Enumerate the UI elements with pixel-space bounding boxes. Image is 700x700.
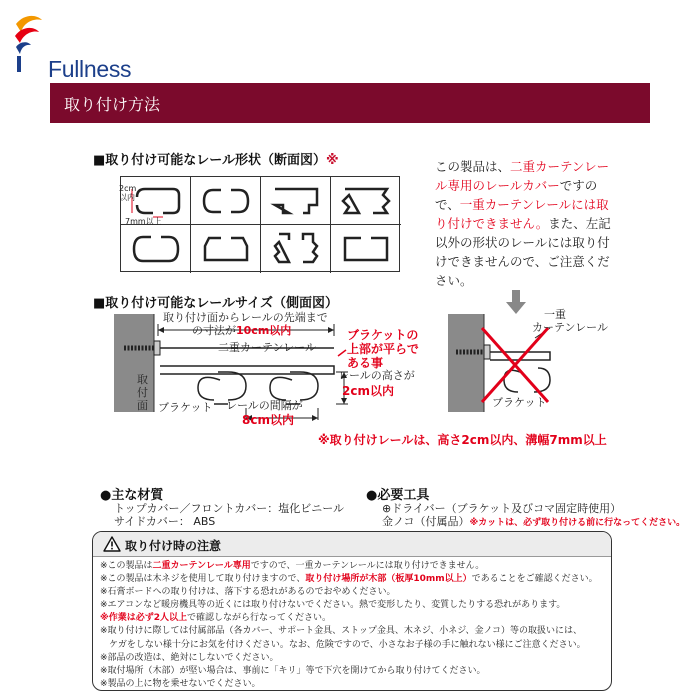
warning-triangle-icon [103,536,121,552]
caution-item-5: ※作業は必ず2人以上で確認しながら行なってください。 [100,613,332,624]
materials-title: ●主な材質 [100,488,164,503]
single-rail-label-1: 一重 [544,308,566,321]
rail-profile-6 [199,232,253,266]
rail-spacing-value: 8cm以内 [242,413,294,427]
bracket-flat-note-3: ある事 [347,356,384,370]
caution-box [92,531,612,691]
section-banner [50,83,650,123]
single-rail-label-2: カーテンレール [532,321,608,334]
tools-line-2: 金ノコ（付属品）※カットは、必ず取り付ける前に行なってください。 [382,515,686,528]
bracket-flat-note-1: ブラケットの [347,328,419,342]
caution-item-6: ※取り付けに際しては付属部品（各カバー、サポート金具、ストップ金具、木ネジ、小ネジ、金ノコ）等の取扱いには、 [100,626,583,637]
down-arrow-icon [506,290,526,314]
tools-title: ●必要工具 [366,488,430,503]
caution-item-8: ※部品の改造は、絶対にしないでください。 [100,652,279,663]
caution-item-3: ※石膏ボードへの取り付けは、落下する恐れがあるのでおやめください。 [100,587,396,598]
cross-mark-icon [482,328,548,402]
caution-item-4: ※エアコンなど暖房機具等の近くには取り付けないでください。熱で変形したり、変質したりする恐れがあります。 [100,600,566,611]
caution-list [100,560,605,691]
single-rail-notice: この製品は、二重カーテンレール専用のレールカバーですので、一重カーテンレールには取り付けできません。また、左記以外の形状のレールには取り付けできませんので、ご注意ください。 [435,159,611,288]
brand-name: Fullness [48,56,132,82]
rail-profile-8 [337,232,395,266]
brand-logo [10,10,150,82]
caution-item-9: ※取付場所（木部）が堅い場合は、事前に「キリ」等で下穴を開けてから取り付けてください。 [100,665,486,676]
caution-item-1: ※この製品は二重カーテンレール専用ですので、一重カーテンレールには取り付けできません。 [100,561,485,571]
caution-item-7: ケガをしない様十分にお気を付けください。なお、危険ですので、小さなお子様の手に触れない様にご注意ください。 [100,639,586,650]
caution-title: 取り付け時の注意 [125,539,222,553]
caution-header [93,532,611,557]
rail-shape-title: ■取り付け可能なレール形状（断面図）※ [93,153,339,168]
tip-dimension-label-2: の寸法が10cm以内 [192,324,292,337]
logo-flame-icon [10,10,50,76]
double-rail-label: 二重カーテンレール [218,341,316,354]
rail-profile-4 [337,183,395,219]
dim-height-label: 2cm以内 [119,184,137,202]
materials-line-2: サイドカバー： ABS [114,515,216,528]
rail-footnote: ※取り付けレールは、高さ2cm以内、溝幅7mm以上 [318,433,607,447]
materials-line-1: トップカバー／フロントカバー：塩化ビニール [114,502,345,515]
rail-spacing-label: レールの間隔が [226,399,303,412]
rail-height-value: 2cm以内 [342,384,394,398]
rail-profile-1 [129,183,183,219]
rail-shape-grid [120,176,400,272]
rail-size-title: ■取り付け可能なレールサイズ（側面図） [93,296,338,311]
wall-label: 取付面 [137,373,148,412]
caution-item-10: ※製品の上に物を乗せないでください。 [100,678,261,689]
bracket-flat-note-2: 上部が平らで [347,342,419,356]
rail-profile-3 [269,185,323,219]
bracket-label: ブラケット [158,401,213,414]
banner-title: 取り付け方法 [64,95,161,114]
tools-line-1: ⊕ドライバー（ブラケット及びコマ固定時使用） [382,502,622,515]
caution-item-2: ※この製品は木ネジを使用して取り付けますので、取り付け場所が木部（板厚10mm以上）であることをご確認ください。 [100,574,598,585]
rail-profile-2 [199,185,253,217]
rail-profile-5 [129,232,183,266]
tip-dimension-label-1: 取り付け面からレールの先端まで [163,311,328,324]
rail-profile-7 [269,230,323,268]
rail-height-label: レールの高さが [338,369,415,382]
dim-width-label: 7mm以上 [125,217,162,226]
bracket-label-right: ブラケット [492,396,547,409]
